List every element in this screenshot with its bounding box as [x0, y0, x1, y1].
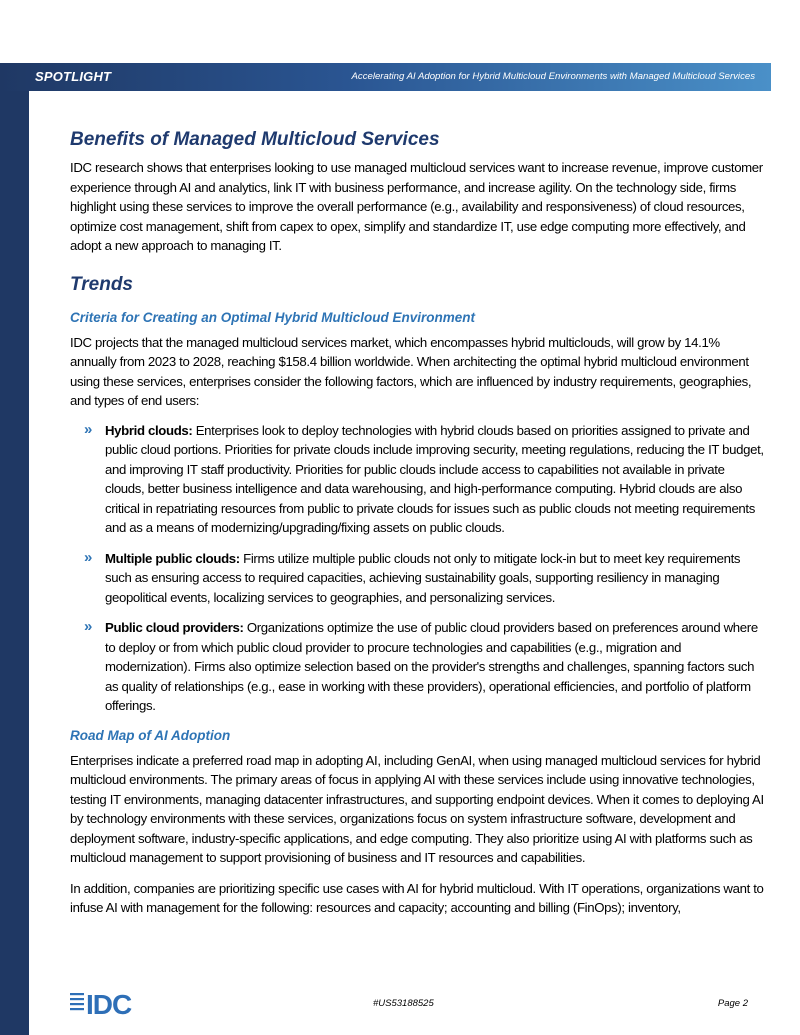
list-item: [70, 421, 765, 538]
document-number: #US53188525: [373, 998, 434, 1009]
left-accent-bar: [0, 63, 29, 1035]
idc-logo-text: IDC: [86, 989, 132, 1019]
document-title: Accelerating AI Adoption for Hybrid Multicloud Environments with Managed Multicloud Services: [351, 71, 755, 82]
roadmap-subheading: Road Map of AI Adoption: [70, 727, 231, 743]
bullet-lead: Multiple public clouds:: [105, 550, 240, 566]
header-banner: [0, 63, 771, 91]
chevron-bullet-icon: »: [84, 548, 92, 566]
list-item: [70, 549, 765, 608]
bullet-text: Enterprises look to deploy technologies with hybrid clouds based on priorities assigned to private and public cloud portions. Priorities for private clouds include improving security, meeting regulations, reducing the IT budget, and improving IT staff productivity. Priorities for public clouds include access to capabilities not available in private clouds, better business intelligence and data warehousing, and high-performance computing. Hybrid clouds are also critical in repatriating resources from public to private clouds for issues such as public clouds not meeting requirements and as a means of modernizing/upgrading/fixing assets on public clouds.: [105, 422, 764, 535]
chevron-bullet-icon: »: [84, 420, 92, 438]
idc-logo: [70, 985, 166, 1019]
benefits-paragraph: IDC research shows that enterprises looking to use managed multicloud services want to increase revenue, improve customer experience through AI and analytics, link IT with business performance, and increase agility. On the technology side, firms highlight using these services to improve the overall performance (e.g., availability and responsiveness) of cloud resources, optimize cost management, shift from capex to opex, simplify and standardize IT, use edge computing more effectively, and adopt a new approach to managing IT.: [70, 160, 763, 253]
bullet-text: Firms utilize multiple public clouds not only to mitigate lock-in but to meet key requirements such as ensuring access to required capacities, achieving sustainability goals, supporting resiliency in managing geopolitical events, localizing services to geographies, and personalizing services.: [105, 550, 741, 605]
bullet-lead: Public cloud providers:: [105, 620, 244, 635]
roadmap-paragraph-1: Enterprises indicate a preferred road map in adopting AI, including GenAI, when using managed multicloud services for hybrid multicloud environments. The primary areas of focus in applying AI with these services include using innovative technologies, testing IT environments, managing datacenter infrastructures, and supporting endpoint devices. When it comes to deploying AI by technology environments with these services, organizations focus on system infrastructure software, development and deployment software, industry-specific applications, and edge computing. They also prioritize using AI with platforms such as multicloud management to support provisioning of business and IT resources and capabilities.: [70, 752, 764, 865]
main-content: [70, 128, 765, 918]
criteria-bullet-list: [70, 421, 765, 716]
list-item: [70, 618, 765, 716]
page-number: Page 2: [717, 998, 748, 1009]
trends-heading: Trends: [70, 273, 134, 295]
benefits-heading: Benefits of Managed Multicloud Services: [70, 129, 440, 150]
criteria-paragraph: IDC projects that the managed multicloud services market, which encompasses hybrid multiclouds, will grow by 14.1% annually from 2023 to 2028, reaching $158.4 billion worldwide. When architecting the optimal hybrid multicloud environment using these services, enterprises consider the following factors, which are influenced by industry requirements, geographies, and types of end users:: [70, 334, 752, 408]
section-label: SPOTLIGHT: [35, 69, 112, 84]
roadmap-paragraph-2: In addition, companies are prioritizing specific use cases with AI for hybrid multicloud. With IT operations, organizations want to infuse AI with management for the following: resources and capacity; accounting and billing (FinOps); inventory,: [70, 880, 764, 915]
criteria-subheading: Criteria for Creating an Optimal Hybrid Multicloud Environment: [70, 309, 476, 325]
bullet-text: Organizations optimize the use of public cloud providers based on preferences around where to deploy or from which public cloud provider to procure technologies and capabilities (e.g., migration and modernization). Firms also optimize selection based on the provider's strengths and challenges, spanning factors such as quality of relationships (e.g., ease in working with these providers), operational efficiencies, and portfolio of platform offerings.: [105, 620, 758, 713]
chevron-bullet-icon: »: [84, 618, 92, 635]
bullet-lead: Hybrid clouds:: [105, 422, 193, 438]
